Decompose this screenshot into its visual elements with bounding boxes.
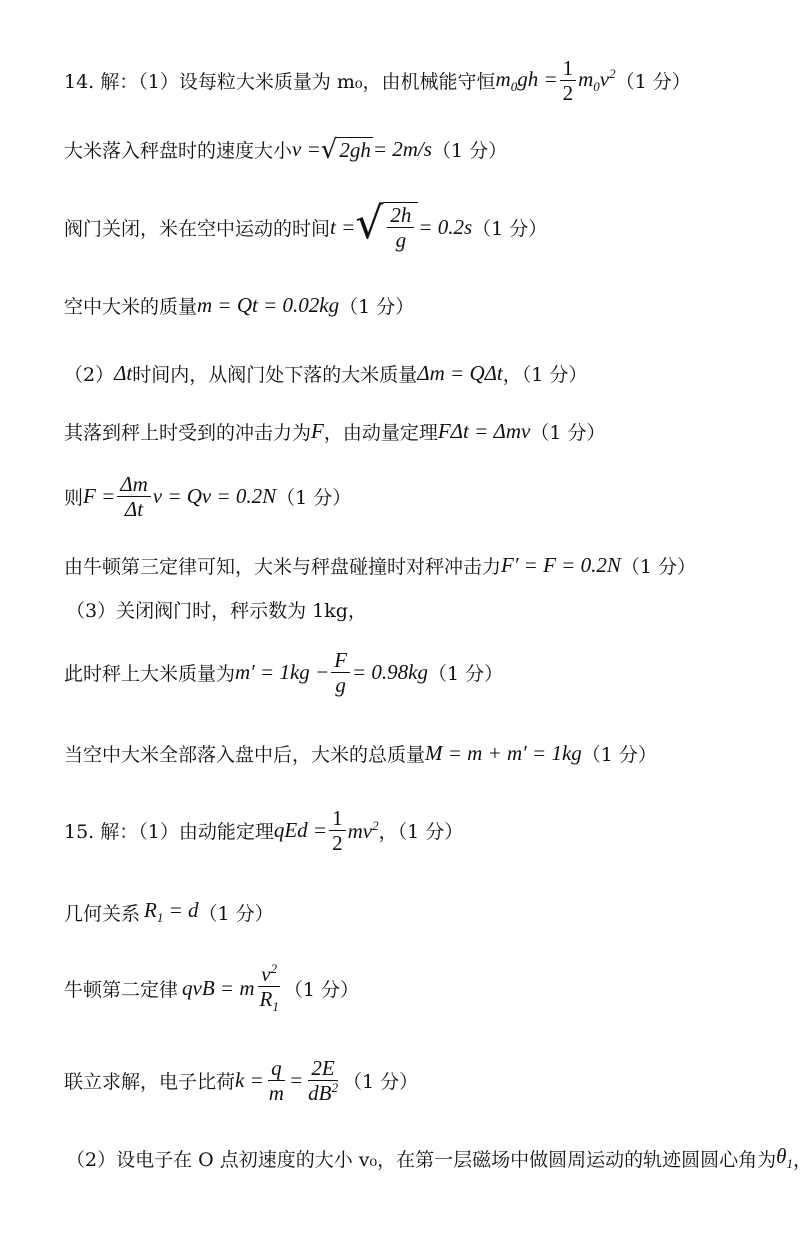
solution-15-line-4 (64, 1056, 418, 1105)
math: F = (83, 484, 116, 509)
solution-14-line-2 (64, 136, 507, 163)
text: 大米落入秤盘时的速度大小 (64, 140, 293, 162)
text: （2） (64, 364, 115, 386)
solution-14-line-6 (64, 418, 605, 445)
math: Δm = QΔt (417, 361, 503, 385)
score: （1 分） (615, 71, 691, 94)
score: （1 分） (198, 902, 274, 925)
solution-14-line-8 (64, 552, 696, 579)
solution-14-line-3 (64, 198, 548, 253)
math: F′ = F = 0.2N (501, 553, 621, 577)
score: （1 分） (530, 422, 606, 444)
solution-15-line-3 (64, 962, 359, 1015)
text: 阀门关闭，米在空中运动的时间 (64, 217, 331, 240)
text: （2）设电子在 O 点初速度的大小 v₀，在第一层磁场中做圆周运动的轨迹圆圆心角为 (66, 1148, 777, 1171)
math: v = Qv = 0.2N (152, 484, 277, 509)
score: （1 分） (472, 217, 548, 240)
sqrt: √ $\frac{2h}{g}$ (355, 202, 418, 252)
math: k = (235, 1068, 264, 1093)
math: = 2m/s (372, 137, 432, 161)
fraction: $\frac{F}{g}$ (331, 648, 350, 697)
math: $R_1 = d$ (144, 898, 199, 926)
text: 由牛顿第三定律可知，大米与秤盘碰撞时对秤冲击力 (64, 556, 502, 578)
math: = (288, 1068, 304, 1093)
math: v = (292, 137, 321, 161)
score: （1 分） (342, 1071, 419, 1094)
text: 此时秤上大米质量为 (64, 663, 236, 686)
score: （1 分） (283, 979, 359, 1002)
math: $\theta_1$ (776, 1144, 793, 1172)
text: 则 (64, 487, 84, 510)
math: = 0.2s (418, 214, 473, 239)
score: （1 分） (276, 487, 352, 510)
solution-14-line-5 (64, 360, 587, 387)
fraction: $\frac{2E}{dB^2}$ (308, 1056, 338, 1106)
text: 牛顿第二定律 (64, 979, 179, 1002)
solution-14-line-9 (66, 596, 367, 623)
math: Δt (114, 361, 133, 385)
solution-14-line-11 (64, 740, 657, 767)
math: $m_0v^2$ (578, 66, 616, 95)
score: （1 分） (339, 296, 415, 318)
math: F (311, 419, 324, 443)
math: t = (330, 214, 356, 239)
score: （1 分） (431, 140, 508, 162)
solution-14-line-7 (64, 472, 351, 521)
text: 几何关系 (64, 902, 141, 925)
text: 15. 解：（1）由动能定理 (64, 821, 274, 844)
fraction: $\frac{1}{2}$ (329, 806, 346, 855)
math: $m_0gh$ = (495, 66, 558, 94)
text: 其落到秤上时受到的冲击力为 (64, 422, 312, 444)
score: （1 分） (581, 744, 657, 766)
text: ， (792, 1148, 812, 1171)
text: 时间内，从阀门处下落的大米质量 (132, 364, 418, 386)
text: （3）关闭阀门时，秤示数为 1kg， (66, 600, 367, 622)
text: 当空中大米全部落入盘中后，大米的总质量 (64, 744, 426, 766)
score: （1 分） (620, 556, 697, 578)
math: m′ = 1kg − (235, 660, 330, 685)
math: qvB = m (182, 976, 255, 1001)
solution-15-line-2 (64, 898, 274, 926)
score: ，（1 分） (378, 821, 464, 844)
solution-15-line-1 (64, 806, 463, 855)
math: qEd = (273, 818, 328, 843)
fraction: $\frac{1}{2}$ (560, 56, 577, 105)
solution-15-line-5 (66, 1144, 812, 1172)
solution-14-line-10 (64, 648, 503, 697)
text: ，由动量定理 (323, 422, 438, 444)
fraction: $\frac{v^2}{R_1}$ (259, 961, 279, 1015)
score: （1 分） (428, 663, 504, 686)
solution-14-line-4 (64, 292, 414, 319)
math: = 0.98kg (352, 660, 429, 685)
text: 空中大米的质量 (64, 296, 198, 318)
math: M = m + m′ = 1kg (425, 741, 582, 765)
math: $mv^2$ (347, 817, 379, 843)
fraction: $\frac{\Delta m}{\Delta t}$ (117, 472, 151, 521)
text: 联立求解，电子比荷 (64, 1071, 236, 1094)
solution-14-line-1 (64, 56, 691, 105)
score: ，（1 分） (502, 364, 588, 386)
math: m = Qt = 0.02kg (197, 293, 340, 317)
fraction: $\frac{q}{m}$ (268, 1056, 284, 1106)
math: FΔt = Δmv (437, 419, 531, 443)
text: 14. 解：（1）设每粒大米质量为 m₀，由机械能守恒 (64, 71, 496, 94)
sqrt: √ 2gh (320, 134, 371, 165)
